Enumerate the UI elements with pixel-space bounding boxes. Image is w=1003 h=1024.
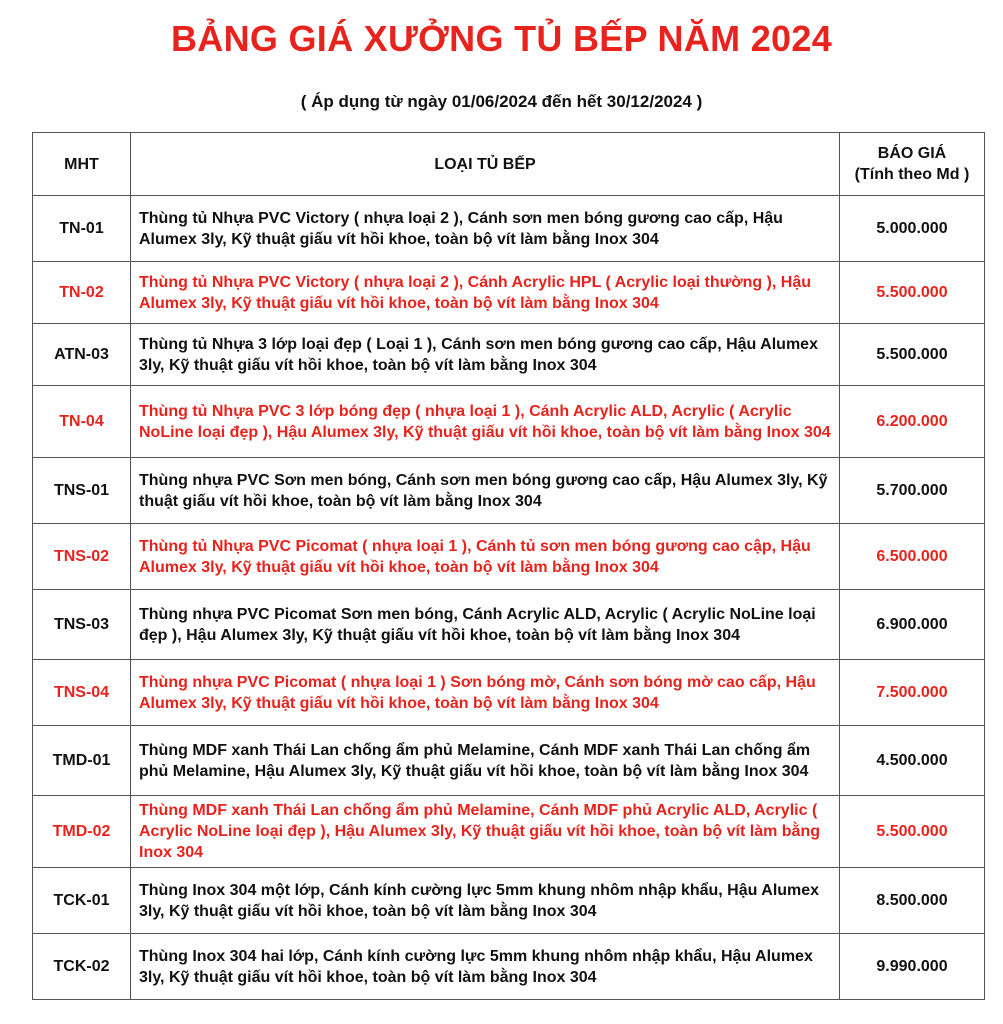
table-row <box>33 660 985 726</box>
row-code: TMD-01 <box>33 726 131 796</box>
page-title: BẢNG GIÁ XƯỞNG TỦ BẾP NĂM 2024 <box>170 18 833 59</box>
header-price-line2: (Tính theo Md ) <box>854 166 970 183</box>
row-price: 6.200.000 <box>840 386 985 458</box>
row-description: Thùng nhựa PVC Sơn men bóng, Cánh sơn men bóng gương cao cấp, Hậu Alumex 3ly, Kỹ thuật giấu vít hồi khoe, toàn bộ vít làm bằng Inox 304 <box>131 458 840 524</box>
row-price: 6.500.000 <box>840 524 985 590</box>
table-row <box>33 524 985 590</box>
row-code: TCK-02 <box>33 934 131 1000</box>
row-code: TNS-03 <box>33 590 131 660</box>
table-header-row <box>33 133 985 196</box>
row-code: TMD-02 <box>33 796 131 868</box>
row-description: Thùng tủ Nhựa PVC Picomat ( nhựa loại 1 ), Cánh tủ sơn men bóng gương cao cập, Hậu Alumex 3ly, Kỹ thuật giấu vít hồi khoe, toàn bộ vít làm bằng Inox 304 <box>131 524 840 590</box>
header-price-line1: BÁO GIÁ <box>877 145 947 162</box>
row-price: 8.500.000 <box>840 868 985 934</box>
row-price: 7.500.000 <box>840 660 985 726</box>
row-description: Thùng tủ Nhựa 3 lớp loại đẹp ( Loại 1 ), Cánh sơn men bóng gương cao cấp, Hậu Alumex 3ly, Kỹ thuật giấu vít hồi khoe, toàn bộ vít làm bằng Inox 304 <box>131 324 840 386</box>
row-price: 9.990.000 <box>840 934 985 1000</box>
row-price: 5.500.000 <box>840 796 985 868</box>
row-code: TCK-01 <box>33 868 131 934</box>
row-price: 4.500.000 <box>840 726 985 796</box>
row-description: Thùng nhựa PVC Picomat Sơn men bóng, Cánh Acrylic ALD, Acrylic ( Acrylic NoLine loại đẹp ), Hậu Alumex 3ly, Kỹ thuật giấu vít hồi khoe, toàn bộ vít làm bằng Inox 304 <box>131 590 840 660</box>
row-code: ATN-03 <box>33 324 131 386</box>
row-description: Thùng nhựa PVC Picomat ( nhựa loại 1 ) Sơn bóng mờ, Cánh sơn bóng mờ cao cấp, Hậu Alumex 3ly, Kỹ thuật giấu vít hồi khoe, toàn bộ vít làm bằng Inox 304 <box>131 660 840 726</box>
validity-subtitle: ( Áp dụng từ ngày 01/06/2024 đến hết 30/12/2024 ) <box>300 92 703 111</box>
header-cabinet-type: LOẠI TỦ BẾP <box>131 133 840 196</box>
row-code: TNS-02 <box>33 524 131 590</box>
row-price: 5.700.000 <box>840 458 985 524</box>
header-code: MHT <box>33 133 131 196</box>
table-row <box>33 934 985 1000</box>
table-row <box>33 868 985 934</box>
row-code: TN-04 <box>33 386 131 458</box>
row-price: 5.500.000 <box>840 324 985 386</box>
row-price: 6.900.000 <box>840 590 985 660</box>
row-code: TNS-04 <box>33 660 131 726</box>
table-row <box>33 796 985 868</box>
table-row <box>33 726 985 796</box>
row-description: Thùng tủ Nhựa PVC Victory ( nhựa loại 2 ), Cánh Acrylic HPL ( Acrylic loại thường ), Hậu Alumex 3ly, Kỹ thuật giấu vít hồi khoe, toàn bộ vít làm bằng Inox 304 <box>131 262 840 324</box>
table-row <box>33 262 985 324</box>
row-description: Thùng MDF xanh Thái Lan chống ẩm phủ Melamine, Cánh MDF phủ Acrylic ALD, Acrylic ( Acrylic NoLine loại đẹp ), Hậu Alumex 3ly, Kỹ thuật giấu vít hồi khoe, toàn bộ vít làm bằng Inox 304 <box>131 796 840 868</box>
price-table <box>32 132 985 1000</box>
table-row <box>33 386 985 458</box>
header-price <box>840 133 985 196</box>
row-code: TN-01 <box>33 196 131 262</box>
table-row <box>33 590 985 660</box>
row-description: Thùng tủ Nhựa PVC 3 lớp bóng đẹp ( nhựa loại 1 ), Cánh Acrylic ALD, Acrylic ( Acrylic NoLine loại đẹp ), Hậu Alumex 3ly, Kỹ thuật giấu vít hồi khoe, toàn bộ vít làm bằng Inox 304 <box>131 386 840 458</box>
row-price: 5.000.000 <box>840 196 985 262</box>
row-description: Thùng tủ Nhựa PVC Victory ( nhựa loại 2 ), Cánh sơn men bóng gương cao cấp, Hậu Alumex 3ly, Kỹ thuật giấu vít hồi khoe, toàn bộ vít làm bằng Inox 304 <box>131 196 840 262</box>
table-row <box>33 458 985 524</box>
row-description: Thùng Inox 304 hai lớp, Cánh kính cường lực 5mm khung nhôm nhập khẩu, Hậu Alumex 3ly, Kỹ thuật giấu vít hồi khoe, toàn bộ vít làm bằng Inox 304 <box>131 934 840 1000</box>
row-description: Thùng MDF xanh Thái Lan chống ẩm phủ Melamine, Cánh MDF xanh Thái Lan chống ẩm phủ Melamine, Hậu Alumex 3ly, Kỹ thuật giấu vít hồi khoe, toàn bộ vít làm bằng Inox 304 <box>131 726 840 796</box>
row-price: 5.500.000 <box>840 262 985 324</box>
row-code: TNS-01 <box>33 458 131 524</box>
table-row <box>33 196 985 262</box>
table-row <box>33 324 985 386</box>
row-code: TN-02 <box>33 262 131 324</box>
row-description: Thùng Inox 304 một lớp, Cánh kính cường lực 5mm khung nhôm nhập khẩu, Hậu Alumex 3ly, Kỹ thuật giấu vít hồi khoe, toàn bộ vít làm bằng Inox 304 <box>131 868 840 934</box>
